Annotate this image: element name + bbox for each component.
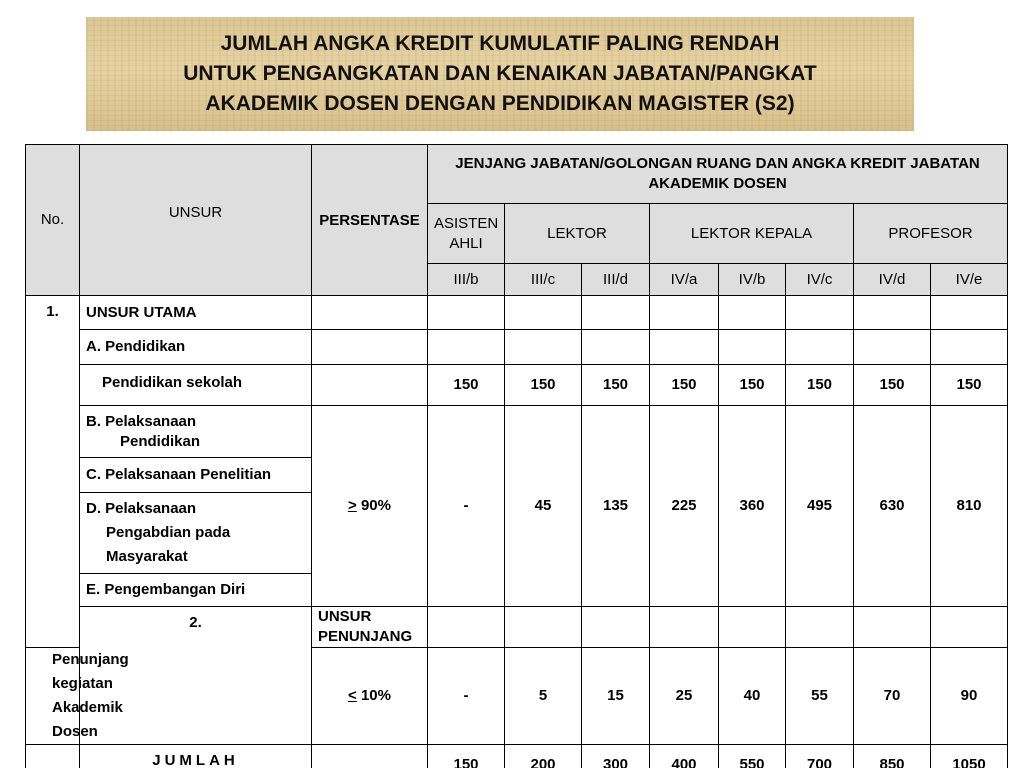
value-cell: 90: [931, 648, 1008, 745]
value-cell: 55: [786, 648, 854, 745]
less-equal-symbol: <: [348, 687, 357, 704]
value-cell: 150: [505, 365, 582, 406]
value-cell: 360: [719, 406, 786, 607]
value-cell: 810: [931, 406, 1008, 607]
value-cell: 150: [428, 365, 505, 406]
pelaksanaan-penelitian-label: C. Pelaksanaan Penelitian: [80, 458, 312, 493]
value-cell: 150: [719, 365, 786, 406]
value-cell: 630: [854, 406, 931, 607]
table-row-unsur-penunjang: [26, 607, 1008, 648]
total-cell: 550: [719, 745, 786, 768]
value-cell: -: [428, 648, 505, 745]
percentage-value: 90%: [356, 497, 391, 514]
total-cell: 200: [505, 745, 582, 768]
value-cell: 25: [650, 648, 719, 745]
total-cell: 1050: [931, 745, 1008, 768]
label-line: D. Pelaksanaan: [86, 500, 197, 517]
table-row-pelaksanaan-pendidikan: [26, 406, 1008, 458]
jumlah-label: JUMLAH: [80, 745, 312, 768]
empty-cell: [505, 330, 582, 365]
angka-kredit-table: [25, 144, 1008, 768]
empty-cell: [786, 330, 854, 365]
page-title-line-2: UNTUK PENGANGKATAN DAN KENAIKAN JABATAN/PANGKAT: [183, 62, 817, 85]
empty-cell: [854, 296, 931, 330]
header-golongan: III/b: [428, 264, 505, 296]
pelaksanaan-pendidikan-label: [80, 406, 312, 458]
empty-cell: [428, 330, 505, 365]
header-level-lektor-kepala: LEKTOR KEPALA: [650, 204, 854, 264]
value-cell: 150: [650, 365, 719, 406]
total-cell: 300: [582, 745, 650, 768]
empty-cell: [505, 296, 582, 330]
empty-cell: [582, 296, 650, 330]
header-row-1: [26, 145, 1008, 204]
pendidikan-sekolah-label: Pendidikan sekolah: [80, 365, 312, 406]
penunjang-kegiatan-label: [26, 648, 129, 745]
header-golongan: IV/a: [650, 264, 719, 296]
value-cell: 495: [786, 406, 854, 607]
value-cell: 15: [582, 648, 650, 745]
pengembangan-diri-label: E. Pengembangan Diri: [80, 574, 312, 607]
value-cell: 40: [719, 648, 786, 745]
table-row-pendidikan-sekolah: [26, 365, 1008, 406]
total-cell: 400: [650, 745, 719, 768]
item-letter: A.: [86, 338, 101, 355]
empty-cell: [719, 330, 786, 365]
value-cell: 70: [854, 648, 931, 745]
total-cell: 850: [854, 745, 931, 768]
table-row-unsur-utama: [26, 296, 1008, 330]
page-title-line-1: JUMLAH ANGKA KREDIT KUMULATIF PALING RENDAH: [220, 32, 780, 55]
value-cell: 150: [854, 365, 931, 406]
label-line: B. Pelaksanaan: [86, 412, 197, 430]
empty-cell: [312, 745, 428, 768]
unsur-penunjang-label: UNSUR PENUNJANG: [312, 607, 428, 648]
label-line: Akademik Dosen: [52, 699, 123, 740]
header-persentase: PERSENTASE: [312, 145, 428, 296]
empty-cell: [650, 296, 719, 330]
header-level-lektor: LEKTOR: [505, 204, 650, 264]
empty-cell: [26, 745, 80, 768]
unsur-utama-label: UNSUR UTAMA: [80, 296, 312, 330]
header-no: No.: [26, 145, 80, 296]
empty-cell: [650, 607, 719, 648]
empty-cell: [312, 330, 428, 365]
empty-cell: [931, 330, 1008, 365]
value-cell: 45: [505, 406, 582, 607]
header-level-profesor: PROFESOR: [854, 204, 1008, 264]
header-golongan: IV/d: [854, 264, 931, 296]
value-cell: 150: [786, 365, 854, 406]
empty-cell: [854, 607, 931, 648]
empty-cell: [854, 330, 931, 365]
value-cell: 5: [505, 648, 582, 745]
empty-cell: [582, 607, 650, 648]
value-cell: 135: [582, 406, 650, 607]
greater-equal-symbol: >: [348, 497, 357, 514]
empty-cell: [719, 607, 786, 648]
empty-cell: [428, 607, 505, 648]
pendidikan-label: Pendidikan: [105, 338, 186, 355]
label-line: Penunjang kegiatan: [52, 651, 129, 692]
table-row-jumlah: [26, 745, 1008, 768]
label-line: Pendidikan: [120, 432, 201, 450]
empty-cell: [428, 296, 505, 330]
persentase-utama: [312, 406, 428, 607]
empty-cell: [719, 296, 786, 330]
pengabdian-label: [80, 493, 312, 574]
total-cell: 700: [786, 745, 854, 768]
total-cell: 150: [428, 745, 505, 768]
value-cell: 225: [650, 406, 719, 607]
empty-cell: [786, 296, 854, 330]
header-golongan: IV/e: [931, 264, 1008, 296]
label-line: Masyarakat: [106, 548, 188, 565]
empty-cell: [312, 365, 428, 406]
header-unsur: UNSUR: [80, 145, 312, 296]
page-title-line-3: AKADEMIK DOSEN DENGAN PENDIDIKAN MAGISTER (S2): [205, 92, 795, 115]
header-level-asisten-ahli: ASISTEN AHLI: [428, 204, 505, 264]
empty-cell: [312, 296, 428, 330]
header-golongan: III/c: [505, 264, 582, 296]
title-banner: [86, 17, 914, 131]
header-jenjang: JENJANG JABATAN/GOLONGAN RUANG DAN ANGKA KREDIT JABATAN AKADEMIK DOSEN: [428, 145, 1008, 204]
empty-cell: [582, 330, 650, 365]
row-number: 2.: [80, 607, 312, 745]
row-number: 1.: [26, 296, 80, 648]
percentage-value: 10%: [356, 687, 391, 704]
empty-cell: [931, 296, 1008, 330]
label-line: Pengabdian pada: [106, 524, 231, 541]
value-cell: 150: [931, 365, 1008, 406]
empty-cell: [931, 607, 1008, 648]
value-cell: 150: [582, 365, 650, 406]
empty-cell: [650, 330, 719, 365]
empty-cell: [786, 607, 854, 648]
header-golongan: III/d: [582, 264, 650, 296]
table-row-pendidikan: [26, 330, 1008, 365]
empty-cell: [505, 607, 582, 648]
header-golongan: IV/b: [719, 264, 786, 296]
header-golongan: IV/c: [786, 264, 854, 296]
pendidikan-label-cell: [80, 330, 312, 365]
persentase-penunjang: [312, 648, 428, 745]
value-cell: -: [428, 406, 505, 607]
